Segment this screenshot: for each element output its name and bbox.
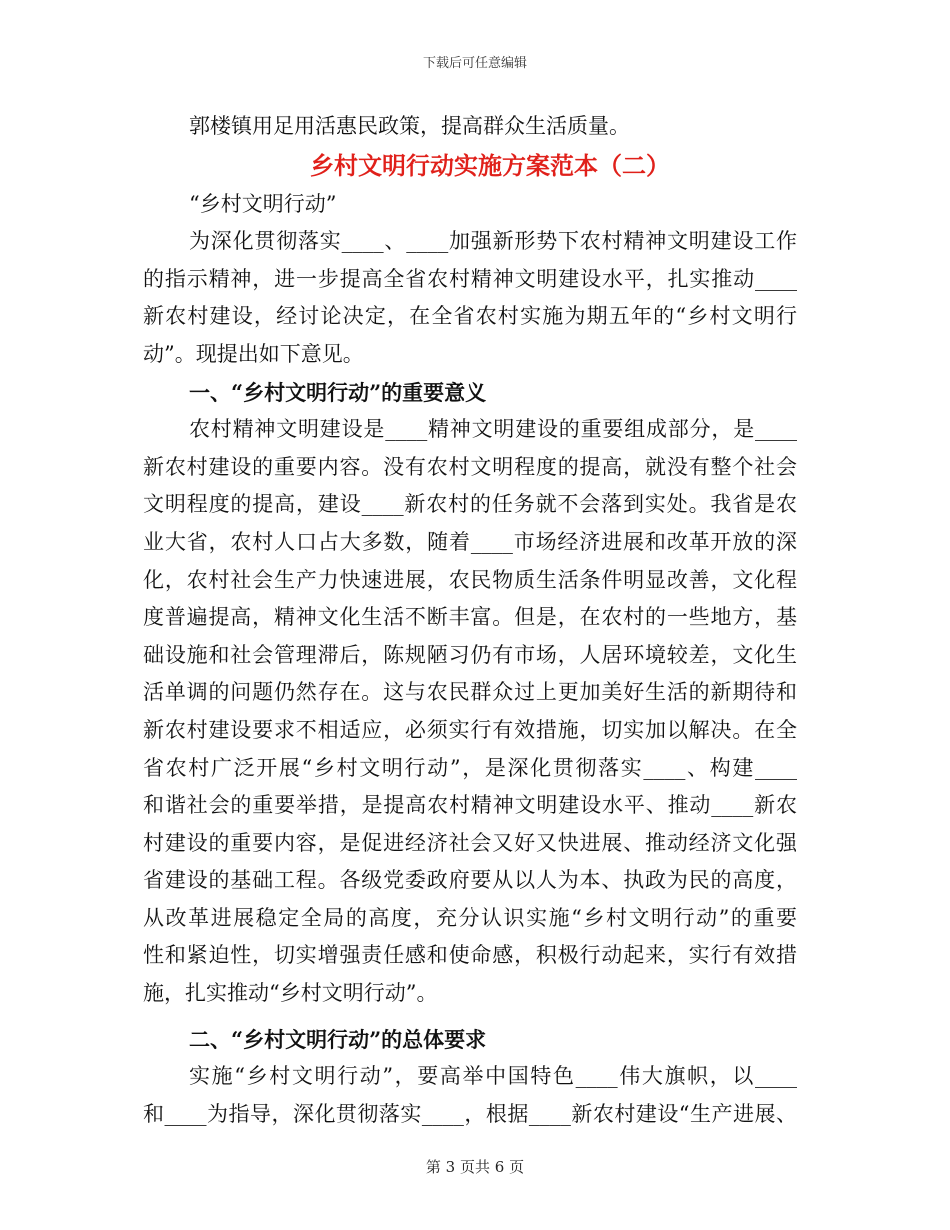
paragraph-line: 化，农村社会生产力快速进展，农民物质生活条件明显改善，文化程 [143,567,797,592]
paragraph-line: 实施“乡村文明行动”，要高举中国特色____伟大旗帜，以____ [189,1064,797,1089]
subheading-1: 一、“乡村文明行动”的重要意义 [189,379,487,405]
paragraph-line: 度普遍提高，精神文化生活不断丰富。但是，在农村的一些地方，基 [143,605,797,630]
subheading-2: 二、“乡村文明行动”的总体要求 [189,1026,487,1052]
paragraph-line: 新农村建设要求不相适应，必须实行有效措施，切实加以解决。在全 [143,717,797,742]
paragraph-line: 础设施和社会管理滞后，陈规陋习仍有市场，人居环境较差，文化生 [143,642,797,667]
paragraph-line: 的指示精神，进一步提高全省农村精神文明建设水平，扎实推动____ [143,266,797,291]
paragraph-line: 新农村建设，经讨论决定，在全省农村实施为期五年的“乡村文明行 [143,304,797,329]
paragraph-line: 文明程度的提高，建设____新农村的任务就不会落到实处。我省是农 [143,492,797,517]
paragraph-line: 和谐社会的重要举措，是提高农村精神文明建设水平、推动____新农 [143,793,797,818]
paragraph-line: 施，扎实推动“乡村文明行动”。 [143,981,438,1006]
paragraph-line: “乡村文明行动” [189,191,337,216]
paragraph-line: 省建设的基础工程。各级党委政府要从以人为本、执政为民的高度， [143,868,797,893]
paragraph-line: 性和紧迫性，切实增强责任感和使命感，积极行动起来，实行有效措 [143,943,797,968]
paragraph-line: 和____为指导，深化贯彻落实____，根据____新农村建设“生产进展、 [143,1101,797,1126]
paragraph-line: 省农村广泛开展“乡村文明行动”，是深化贯彻落实____、构建____ [143,755,797,780]
paragraph-line: 从改革进展稳定全局的高度，充分认识实施“乡村文明行动”的重要 [143,905,797,930]
section-title: 乡村文明行动实施方案范本（二） [310,151,670,180]
paragraph-line: 活单调的问题仍然存在。这与农民群众过上更加美好生活的新期待和 [143,680,797,705]
page-footer: 第 3 页共 6 页 [425,1158,525,1176]
paragraph-line: 为深化贯彻落实____、____加强新形势下农村精神文明建设工作 [189,229,797,254]
paragraph-line: 动”。现提出如下意见。 [143,341,364,366]
document-body [143,108,797,1133]
page-header: 下载后可任意编辑 [422,56,527,71]
paragraph-line: 郭楼镇用足用活惠民政策，提高群众生活质量。 [189,114,630,138]
paragraph-line: 农村精神文明建设是____精神文明建设的重要组成部分，是____ [189,417,797,442]
paragraph-line: 新农村建设的重要内容。没有农村文明程度的提高，就没有整个社会 [143,454,797,479]
paragraph-line: 村建设的重要内容，是促进经济社会又好又快进展、推动经济文化强 [143,830,797,855]
paragraph-line: 业大省，农村人口占大多数，随着____市场经济进展和改革开放的深 [143,529,797,554]
